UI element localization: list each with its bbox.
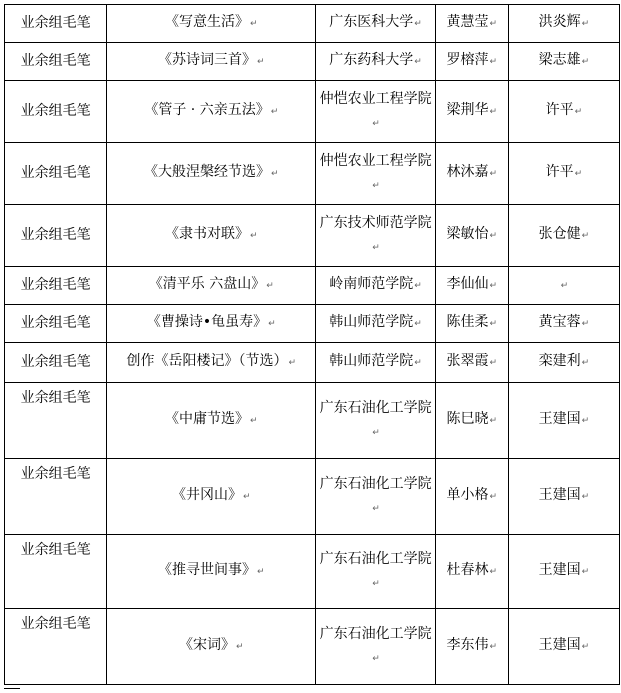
work-title-text: 《管子 · 六亲五法》 (144, 102, 270, 118)
teacher-name-text: 许平 (545, 164, 574, 180)
teacher-name-text: 梁志雄 (538, 52, 581, 68)
work-title-cell (107, 609, 316, 685)
school-cell (316, 535, 435, 609)
work-title-cell (107, 383, 316, 459)
category-cell (5, 267, 107, 305)
school-cell (316, 5, 435, 43)
paragraph-mark-icon: ↵ (581, 492, 590, 502)
category-text: 业余组毛笔 (20, 616, 91, 632)
teacher-name-text: 王建国 (538, 562, 581, 578)
student-name-text: 梁敏怡 (446, 226, 489, 242)
paragraph-mark-icon: ↵ (581, 567, 590, 577)
school-cell (316, 305, 435, 343)
teacher-name-text: 洪炎辉 (538, 14, 581, 30)
teacher-name-cell (508, 205, 619, 267)
work-title-text: 《清平乐 六盘山》 (148, 276, 266, 292)
paragraph-mark-icon: ↵ (250, 231, 258, 241)
student-name-cell (435, 459, 508, 535)
table-row (5, 535, 620, 609)
paragraph-mark-icon: ↵ (271, 169, 279, 179)
student-name-text: 李东伟 (446, 637, 489, 653)
paragraph-mark-icon: ↵ (414, 319, 422, 329)
paragraph-mark-icon: ↵ (574, 107, 583, 117)
category-cell (5, 205, 107, 267)
category-cell (5, 81, 107, 143)
student-name-cell (435, 5, 508, 43)
paragraph-mark-icon: ↵ (489, 169, 497, 179)
category-text: 业余组毛笔 (20, 53, 91, 69)
paragraph-mark-icon: ↵ (489, 319, 497, 329)
category-text: 业余组毛笔 (20, 390, 91, 406)
work-title-cell (107, 81, 316, 143)
work-title-cell (107, 343, 316, 383)
school-text: 广东药科大学 (329, 52, 414, 68)
teacher-name-cell (508, 609, 619, 685)
paragraph-mark-icon: ↵ (574, 169, 583, 179)
paragraph-mark-icon: ↵ (257, 567, 265, 577)
table-row (5, 205, 620, 267)
category-cell (5, 143, 107, 205)
school-cell (316, 205, 435, 267)
school-text: 广东医科大学 (329, 14, 414, 30)
category-text: 业余组毛笔 (20, 277, 91, 293)
teacher-name-text: 栾建利 (538, 353, 581, 369)
school-cell (316, 143, 435, 205)
student-name-cell (435, 43, 508, 81)
teacher-name-cell (508, 459, 619, 535)
category-text: 业余组毛笔 (20, 354, 91, 370)
work-title-text: 《大般涅槃经节选》 (144, 164, 271, 180)
paragraph-mark-icon: ↵ (372, 118, 380, 129)
paragraph-mark-icon: ↵ (489, 358, 497, 368)
award-table (4, 4, 620, 685)
paragraph-mark-icon: ↵ (489, 57, 497, 67)
paragraph-mark-icon: ↵ (489, 281, 497, 291)
work-title-text: 创作《岳阳楼记》（节选） (126, 353, 288, 369)
student-name-cell (435, 609, 508, 685)
student-name-text: 单小格 (446, 487, 489, 503)
paragraph-mark-icon: ↵ (489, 231, 497, 241)
student-name-text: 罗榕萍 (446, 52, 489, 68)
school-text: 广东石油化工学院 (319, 399, 432, 416)
paragraph-mark-icon: ↵ (581, 231, 590, 241)
work-title-cell (107, 267, 316, 305)
paragraph-mark-icon: ↵ (489, 107, 497, 117)
paragraph-mark-icon: ↵ (268, 319, 276, 329)
table-row (5, 383, 620, 459)
table-row (5, 5, 620, 43)
student-name-text: 李仙仙 (446, 276, 489, 292)
paragraph-mark-icon: ↵ (489, 492, 497, 502)
teacher-name-text: 王建国 (538, 487, 581, 503)
student-name-cell (435, 267, 508, 305)
student-name-text: 黄慧莹 (446, 14, 489, 30)
category-text: 业余组毛笔 (20, 103, 91, 119)
work-title-text: 《井冈山》 (172, 487, 243, 503)
category-text: 业余组毛笔 (20, 315, 91, 331)
work-title-text: 《苏诗词三首》 (158, 52, 257, 68)
table-row (5, 143, 620, 205)
work-title-text: 《曹操诗•龟虽寿》 (146, 314, 268, 330)
school-text: 仲恺农业工程学院 (319, 90, 432, 107)
work-title-text: 《写意生活》 (165, 14, 250, 30)
table-row (5, 609, 620, 685)
teacher-name-cell (508, 305, 619, 343)
paragraph-mark-icon: ↵ (581, 358, 590, 368)
paragraph-mark-icon: ↵ (489, 19, 497, 29)
school-text: 仲恺农业工程学院 (319, 152, 432, 169)
category-cell (5, 43, 107, 81)
category-cell (5, 5, 107, 43)
paragraph-mark-icon: ↵ (257, 57, 265, 67)
paragraph-mark-icon: ↵ (581, 416, 590, 426)
paragraph-mark-icon: ↵ (243, 492, 251, 502)
student-name-cell (435, 383, 508, 459)
category-text: 业余组毛笔 (20, 15, 91, 31)
paragraph-mark-icon: ↵ (489, 416, 497, 426)
school-cell (316, 43, 435, 81)
work-title-cell (107, 143, 316, 205)
paragraph-mark-icon: ↵ (560, 281, 569, 291)
student-name-cell (435, 205, 508, 267)
paragraph-mark-icon: ↵ (581, 642, 590, 652)
work-title-text: 《隶书对联》 (165, 226, 250, 242)
teacher-name-text: 王建国 (538, 411, 581, 427)
work-title-cell (107, 305, 316, 343)
work-title-text: 《宋词》 (179, 637, 236, 653)
paragraph-mark-icon: ↵ (250, 416, 258, 426)
student-name-cell (435, 81, 508, 143)
paragraph-mark-icon: ↵ (266, 281, 274, 291)
school-text: 韩山师范学院 (329, 314, 414, 330)
table-row (5, 267, 620, 305)
teacher-name-cell (508, 535, 619, 609)
category-cell (5, 459, 107, 535)
paragraph-mark-icon: ↵ (372, 180, 380, 191)
paragraph-mark-icon: ↵ (414, 358, 422, 368)
paragraph-mark-icon: ↵ (372, 653, 380, 664)
category-text: 业余组毛笔 (20, 165, 91, 181)
paragraph-mark-icon: ↵ (581, 19, 590, 29)
category-cell (5, 383, 107, 459)
work-title-text: 《中庸节选》 (165, 411, 250, 427)
school-cell (316, 383, 435, 459)
paragraph-mark-icon: ↵ (414, 281, 422, 291)
school-cell (316, 459, 435, 535)
teacher-name-cell (508, 267, 619, 305)
paragraph-mark-icon: ↵ (489, 642, 497, 652)
table-row (5, 343, 620, 383)
paragraph-mark-icon: ↵ (414, 19, 422, 29)
paragraph-mark-icon: ↵ (288, 358, 297, 368)
teacher-name-cell (508, 81, 619, 143)
paragraph-mark-icon: ↵ (270, 107, 279, 117)
school-cell (316, 267, 435, 305)
paragraph-mark-icon: ↵ (372, 503, 380, 514)
student-name-text: 杜春林 (446, 562, 489, 578)
school-text: 广东技术师范学院 (319, 214, 432, 231)
work-title-text: 《推寻世间事》 (158, 562, 257, 578)
teacher-name-cell (508, 383, 619, 459)
school-cell (316, 609, 435, 685)
work-title-cell (107, 205, 316, 267)
table-row (5, 43, 620, 81)
paragraph-mark-icon: ↵ (236, 642, 244, 652)
paragraph-mark-icon: ↵ (250, 19, 258, 29)
student-name-text: 梁荆华 (446, 102, 489, 118)
table-row (5, 459, 620, 535)
student-name-cell (435, 305, 508, 343)
student-name-cell (435, 143, 508, 205)
teacher-name-text: 许平 (545, 102, 574, 118)
school-cell (316, 81, 435, 143)
work-title-cell (107, 43, 316, 81)
work-title-cell (107, 5, 316, 43)
teacher-name-text: 张仓健 (538, 226, 581, 242)
paragraph-mark-icon: ↵ (489, 567, 497, 577)
student-name-cell (435, 535, 508, 609)
school-text: 广东石油化工学院 (319, 550, 432, 567)
student-name-text: 林沐嘉 (446, 164, 489, 180)
category-cell (5, 535, 107, 609)
category-text: 业余组毛笔 (20, 227, 91, 243)
paragraph-mark-icon: ↵ (372, 242, 380, 253)
student-name-text: 陈巳晓 (446, 411, 489, 427)
school-text: 广东石油化工学院 (319, 625, 432, 642)
student-name-cell (435, 343, 508, 383)
category-text: 业余组毛笔 (20, 542, 91, 558)
work-title-cell (107, 459, 316, 535)
category-cell (5, 343, 107, 383)
teacher-name-text: 黄宝蓉 (538, 314, 581, 330)
paragraph-mark-icon: ↵ (372, 427, 380, 438)
paragraph-mark-icon: ↵ (581, 319, 590, 329)
student-name-text: 张翠霞 (446, 353, 489, 369)
table-body (5, 5, 620, 685)
school-text: 广东石油化工学院 (319, 475, 432, 492)
paragraph-mark-icon: ↵ (414, 57, 422, 67)
school-text: 岭南师范学院 (329, 276, 414, 292)
category-cell (5, 609, 107, 685)
teacher-name-cell (508, 5, 619, 43)
teacher-name-cell (508, 143, 619, 205)
teacher-name-text: 王建国 (538, 637, 581, 653)
school-cell (316, 343, 435, 383)
teacher-name-cell (508, 343, 619, 383)
category-text: 业余组毛笔 (20, 466, 91, 482)
work-title-cell (107, 535, 316, 609)
bottom-rule (4, 688, 20, 689)
paragraph-mark-icon: ↵ (581, 57, 590, 67)
category-cell (5, 305, 107, 343)
school-text: 韩山师范学院 (329, 353, 414, 369)
table-row (5, 305, 620, 343)
teacher-name-cell (508, 43, 619, 81)
table-row (5, 81, 620, 143)
paragraph-mark-icon: ↵ (372, 578, 380, 589)
student-name-text: 陈佳柔 (446, 314, 489, 330)
